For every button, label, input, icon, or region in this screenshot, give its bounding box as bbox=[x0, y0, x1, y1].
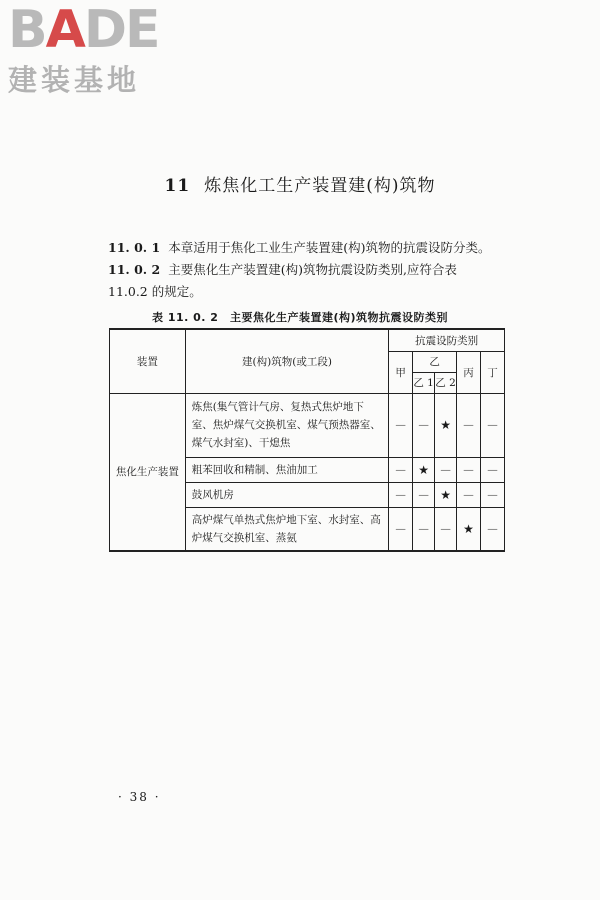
seismic-category-table bbox=[109, 328, 505, 552]
logo-subtitle: 建装基地 bbox=[8, 63, 141, 97]
header-yi: 乙 bbox=[413, 351, 457, 372]
bade-logo bbox=[8, 0, 178, 99]
cell-yi2: — bbox=[435, 507, 457, 551]
table-row bbox=[110, 393, 505, 457]
header-category-group: 抗震设防类别 bbox=[389, 329, 505, 351]
cell-yi2: — bbox=[435, 457, 457, 482]
header-yi2: 乙 2 bbox=[435, 372, 457, 393]
clause-11-0-2-continuation: 11.0.2 的规定。 bbox=[108, 284, 202, 299]
cell-jia: — bbox=[389, 482, 413, 507]
clause-text: 本章适用于焦化工业生产装置建(构)筑物的抗震设防分类。 bbox=[168, 240, 491, 255]
logo-wordmark bbox=[8, 0, 178, 60]
page-number: · 38 · bbox=[118, 790, 161, 804]
clause-text: 主要焦化生产装置建(构)筑物抗震设防类别,应符合表 bbox=[168, 262, 457, 277]
chapter-number: 11 bbox=[164, 176, 191, 196]
cell-yi1: — bbox=[413, 507, 435, 551]
header-ding: 丁 bbox=[481, 351, 505, 393]
clause-11-0-1 bbox=[108, 237, 503, 259]
header-jia: 甲 bbox=[389, 351, 413, 393]
table-caption: 表 11. 0. 2 主要焦化生产装置建(构)筑物抗震设防类别 bbox=[151, 311, 448, 324]
clause-11-0-2 bbox=[108, 259, 503, 281]
cell-yi1: ★ bbox=[413, 457, 435, 482]
header-building: 建(构)筑物(或工段) bbox=[185, 329, 388, 393]
device-cell: 焦化生产装置 bbox=[110, 393, 186, 551]
cell-yi2: ★ bbox=[435, 393, 457, 457]
cell-ding: — bbox=[481, 457, 505, 482]
building-cell: 炼焦(集气管计气房、复热式焦炉地下室、焦炉煤气交换机室、煤气预热器室、煤气水封室)、干熄焦 bbox=[185, 393, 388, 457]
clause-number: 11. 0. 1 bbox=[108, 240, 161, 255]
chapter-title-text: 炼焦化工生产装置建(构)筑物 bbox=[204, 176, 436, 196]
logo-a: A bbox=[45, 0, 84, 60]
clause-number: 11. 0. 2 bbox=[108, 262, 161, 277]
logo-de: DE bbox=[83, 0, 159, 60]
cell-jia: — bbox=[389, 507, 413, 551]
cell-bing: — bbox=[457, 393, 481, 457]
building-cell: 粗苯回收和精制、焦油加工 bbox=[185, 457, 388, 482]
cell-bing: ★ bbox=[457, 507, 481, 551]
cell-ding: — bbox=[481, 393, 505, 457]
cell-yi2: ★ bbox=[435, 482, 457, 507]
cell-ding: — bbox=[481, 507, 505, 551]
logo-b: B bbox=[8, 0, 46, 60]
cell-ding: — bbox=[481, 482, 505, 507]
cell-yi1: — bbox=[413, 393, 435, 457]
header-device: 装置 bbox=[110, 329, 186, 393]
cell-jia: — bbox=[389, 457, 413, 482]
building-cell: 鼓风机房 bbox=[185, 482, 388, 507]
cell-jia: — bbox=[389, 393, 413, 457]
header-yi1: 乙 1 bbox=[413, 372, 435, 393]
cell-yi1: — bbox=[413, 482, 435, 507]
chapter-title bbox=[0, 171, 600, 196]
building-cell: 高炉煤气单热式焦炉地下室、水封室、高炉煤气交换机室、蒸氨 bbox=[185, 507, 388, 551]
cell-bing: — bbox=[457, 457, 481, 482]
cell-bing: — bbox=[457, 482, 481, 507]
header-bing: 丙 bbox=[457, 351, 481, 393]
